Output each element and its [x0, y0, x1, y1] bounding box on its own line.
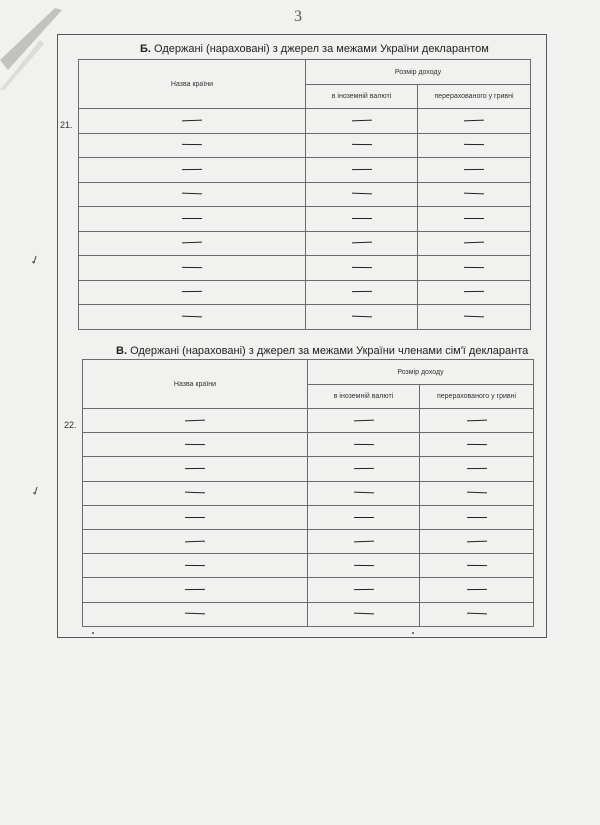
handwritten-dash: [353, 419, 373, 421]
cell-uah: [418, 207, 531, 232]
column-header-country: Назва країни: [83, 360, 308, 409]
cell-foreign-currency: [308, 409, 420, 433]
handwritten-dash: [185, 468, 205, 469]
cell-uah: [420, 457, 534, 481]
cell-uah: [418, 305, 531, 330]
cell-foreign-currency: [306, 280, 418, 305]
cell-country: [79, 231, 306, 256]
handwritten-dash: [466, 492, 486, 494]
cell-country: [83, 409, 308, 433]
column-header-foreign-currency: в іноземній валюті: [308, 385, 420, 409]
cell-foreign-currency: [308, 505, 420, 529]
cell-country: [79, 109, 306, 134]
handwritten-dash: [353, 444, 373, 445]
cell-country: [83, 529, 308, 553]
handwritten-dash: [185, 419, 205, 421]
table-row: [79, 231, 531, 256]
handwritten-dash: [464, 144, 484, 145]
column-header-uah: перерахованого у гривні: [420, 385, 534, 409]
scan-speck: [92, 632, 94, 634]
handwritten-dash: [353, 589, 373, 590]
handwritten-dash: [464, 169, 484, 170]
cell-foreign-currency: [306, 231, 418, 256]
handwritten-dash: [182, 218, 202, 219]
handwritten-dash: [464, 291, 484, 292]
cell-foreign-currency: [306, 207, 418, 232]
table-row: [83, 481, 534, 505]
handwritten-dash: [464, 267, 484, 268]
handwritten-dash: [185, 517, 205, 518]
cell-country: [83, 602, 308, 626]
handwritten-dash: [466, 468, 486, 469]
cell-country: [79, 305, 306, 330]
handwritten-dash: [182, 267, 202, 268]
cell-uah: [418, 256, 531, 281]
section-b-title-text: Одержані (нараховані) з джерел за межами України декларантом: [154, 43, 489, 55]
cell-foreign-currency: [308, 578, 420, 602]
handwritten-dash: [182, 193, 202, 195]
cell-uah: [420, 409, 534, 433]
handwritten-dash: [466, 565, 486, 566]
row-label-21: 21.: [60, 120, 73, 130]
section-v-title: [116, 345, 528, 357]
handwritten-dash: [182, 120, 202, 122]
handwritten-dash: [351, 291, 371, 292]
table-row: [79, 182, 531, 207]
cell-foreign-currency: [308, 481, 420, 505]
handwritten-dash: [182, 169, 202, 170]
handwritten-dash: [464, 316, 484, 318]
cell-country: [83, 505, 308, 529]
page-number: 3: [294, 8, 302, 25]
cell-uah: [420, 578, 534, 602]
cell-foreign-currency: [308, 457, 420, 481]
handwritten-dash: [464, 242, 484, 244]
handwritten-dash: [466, 589, 486, 590]
handwritten-dash: [351, 169, 371, 170]
table-row: [79, 158, 531, 183]
table-row: [79, 109, 531, 134]
cell-country: [79, 182, 306, 207]
handwritten-dash: [353, 492, 373, 494]
cell-country: [79, 158, 306, 183]
column-header-income-size: Розмір доходу: [306, 60, 531, 85]
cell-uah: [418, 182, 531, 207]
cell-uah: [420, 481, 534, 505]
cell-country: [83, 578, 308, 602]
column-header-foreign-currency: в іноземній валюті: [306, 85, 418, 109]
cell-foreign-currency: [306, 182, 418, 207]
cell-country: [83, 457, 308, 481]
table-row: [79, 305, 531, 330]
margin-check-mark: ✓: [27, 251, 43, 269]
table-row: [83, 409, 534, 433]
column-header-uah: перерахованого у гривні: [418, 85, 531, 109]
cell-foreign-currency: [308, 602, 420, 626]
handwritten-dash: [352, 218, 372, 219]
cell-country: [79, 256, 306, 281]
handwritten-dash: [185, 565, 205, 566]
handwritten-dash: [466, 540, 486, 542]
handwritten-dash: [351, 193, 371, 195]
cell-foreign-currency: [308, 554, 420, 578]
handwritten-dash: [185, 589, 205, 590]
cell-foreign-currency: [306, 256, 418, 281]
margin-check-mark: ✓: [28, 482, 44, 500]
cell-uah: [418, 133, 531, 158]
cell-foreign-currency: [306, 158, 418, 183]
table-row: [83, 602, 534, 626]
cell-uah: [418, 280, 531, 305]
handwritten-dash: [351, 267, 371, 268]
cell-country: [83, 481, 308, 505]
table-row: [79, 256, 531, 281]
cell-uah: [418, 231, 531, 256]
table-row: [83, 457, 534, 481]
handwritten-dash: [351, 120, 371, 122]
handwritten-dash: [182, 291, 202, 292]
handwritten-dash: [185, 613, 205, 615]
handwritten-dash: [182, 316, 202, 318]
cell-country: [79, 133, 306, 158]
table-row: [83, 529, 534, 553]
row-label-22: 22.: [64, 420, 77, 430]
handwritten-dash: [185, 444, 205, 445]
cell-country: [83, 433, 308, 457]
handwritten-dash: [354, 517, 374, 518]
cell-uah: [420, 602, 534, 626]
handwritten-dash: [182, 242, 202, 244]
handwritten-dash: [353, 540, 373, 542]
table-row: [83, 505, 534, 529]
section-v-table: [82, 359, 534, 627]
cell-country: [79, 280, 306, 305]
handwritten-dash: [351, 144, 371, 145]
cell-foreign-currency: [308, 433, 420, 457]
scan-speck: [412, 632, 414, 634]
table-row: [79, 280, 531, 305]
cell-country: [83, 554, 308, 578]
handwritten-dash: [185, 540, 205, 542]
section-v-title-text: Одержані (нараховані) з джерел за межами України членами сім'ї декларанта: [130, 345, 529, 357]
handwritten-dash: [351, 316, 371, 318]
handwritten-dash: [466, 419, 486, 421]
cell-uah: [420, 505, 534, 529]
handwritten-dash: [464, 120, 484, 122]
handwritten-dash: [467, 517, 487, 518]
table-row: [83, 433, 534, 457]
cell-uah: [420, 529, 534, 553]
section-b-table: [78, 59, 531, 330]
handwritten-dash: [466, 613, 486, 615]
cell-foreign-currency: [306, 109, 418, 134]
handwritten-dash: [464, 218, 484, 219]
cell-country: [79, 207, 306, 232]
table-row: [79, 207, 531, 232]
handwritten-dash: [185, 492, 205, 494]
cell-foreign-currency: [308, 529, 420, 553]
section-b-title: [140, 43, 489, 55]
handwritten-dash: [353, 565, 373, 566]
cell-uah: [420, 433, 534, 457]
cell-foreign-currency: [306, 133, 418, 158]
cell-foreign-currency: [306, 305, 418, 330]
cell-uah: [420, 554, 534, 578]
handwritten-dash: [351, 242, 371, 244]
table-row: [83, 578, 534, 602]
table-row: [83, 554, 534, 578]
handwritten-dash: [182, 144, 202, 145]
table-row: [79, 133, 531, 158]
handwritten-dash: [353, 613, 373, 615]
handwritten-dash: [466, 444, 486, 445]
handwritten-dash: [353, 468, 373, 469]
section-v-letter: В.: [116, 345, 127, 357]
section-b-letter: Б.: [140, 43, 151, 55]
handwritten-dash: [464, 193, 484, 195]
column-header-country: Назва країни: [79, 60, 306, 109]
column-header-income-size: Розмір доходу: [308, 360, 534, 385]
cell-uah: [418, 109, 531, 134]
cell-uah: [418, 158, 531, 183]
